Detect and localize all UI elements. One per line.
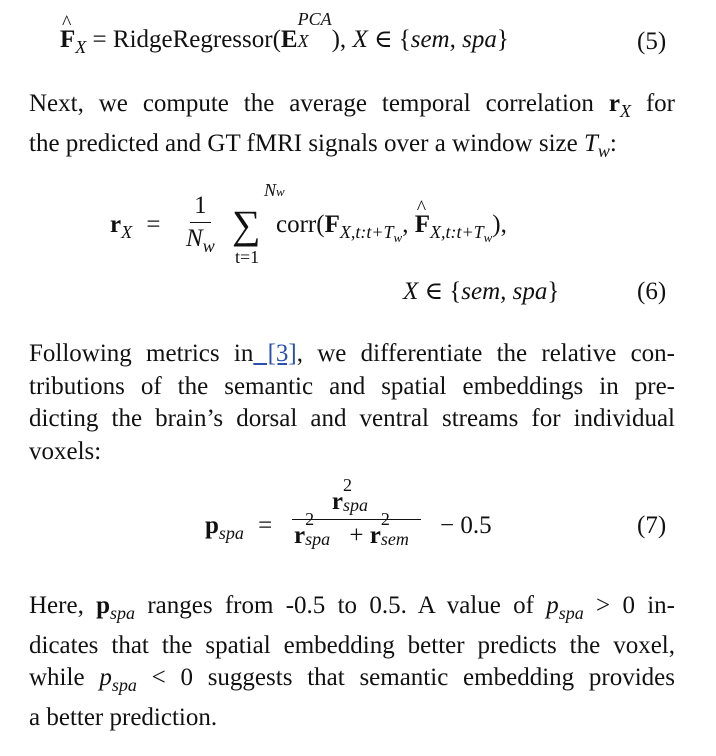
- paragraph-metrics: Following metrics in [3], we differentiate the relative con- tributions of the semantic and spatial embeddings in pre- dicting the brain’s dorsal and ventral streams for individual voxels:: [29, 340, 675, 465]
- summation-upper-limit: Nw: [264, 180, 285, 200]
- equation-7: $p_{spa}$ = r 2 spa r 2 spa + r 2 sem − 0.5 (7): [205, 475, 667, 549]
- equation-6: $r_X$ = $\frac{1}{N_w}$ Nw ∑ t=1 $corr(F_{X,t:t+Tw}$, ^ $F_{X,t:t+Tw}$), X ∈ {sem, spa} (6): [0, 0, 716, 320]
- equation-5: ^ $F_X$ = RidgeRegressor(E PCA X ), X ∈ {sem, spa}: [60, 24, 509, 58]
- summation-symbol: ∑: [232, 202, 261, 247]
- citation-link[interactable]: [3]: [253, 340, 297, 367]
- p-spa-symbol: p: [205, 512, 219, 539]
- equation-number-6: (6): [637, 278, 667, 305]
- paragraph-temporal-correlation: Next, we compute the average temporal correlation $r_X$ for the predicted and GT fMRI signals over a window size $T_w$:: [29, 90, 675, 161]
- equation-number-5: (5): [637, 28, 667, 55]
- summation-lower-limit: t=1: [235, 247, 260, 267]
- fraction-1-over-nw: $\frac{1}{N_w}$: [186, 192, 215, 256]
- fraction-spa-ratio: r 2 spa r 2 spa + r 2 sem: [290, 488, 423, 550]
- equation-number-7: (7): [637, 512, 667, 539]
- f-hat-symbol: ^ F: [60, 26, 75, 54]
- paragraph-p-spa-interpretation: Here, $p_{spa}$ ranges from -0.5 to 0.5. A value of $p_{spa} > 0$ in- dicates that the spatial embedding better predicts the voxel, while $p_{spa} < 0$ suggests that semantic embedding provides a better prediction.: [29, 592, 675, 731]
- r-x-symbol: r: [110, 211, 122, 238]
